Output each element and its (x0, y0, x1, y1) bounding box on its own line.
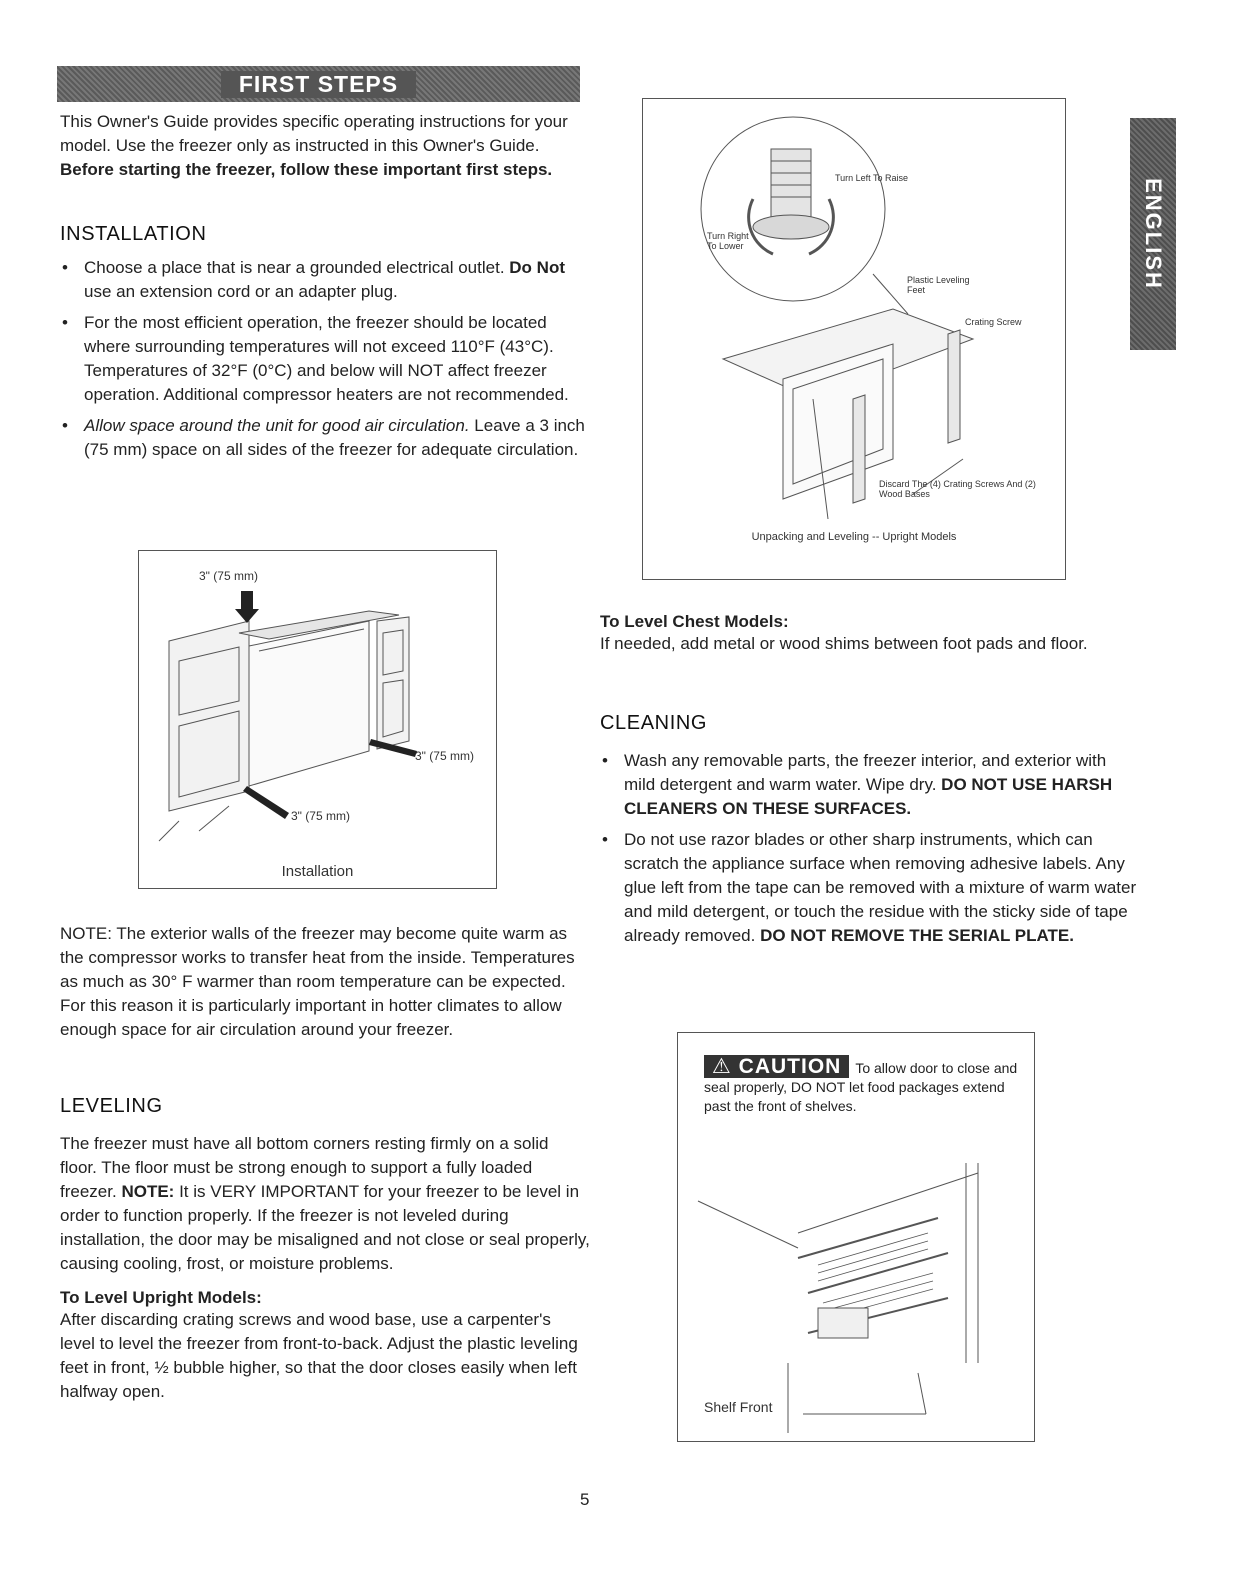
leveling-text-b: It is VERY IMPORTANT for your freezer to be level in order to function properly. If the freezer is not leveled during installation, the door may be misaligned and not close or seal properly, causing cooling, frost, or moisture problems. (60, 1182, 590, 1273)
bullet-bold: DO NOT USE HARSH CLEANERS ON THESE SURFACES. (624, 775, 1113, 818)
note-text: The exterior walls of the freezer may become quite warm as the compressor works to transfer heat from the inside. Temperatures as much as 30° F warmer than room temperature can be expected. For this reason it is particularly important in hotter climates to allow enough space for air circulation around your freezer. (60, 924, 575, 1039)
upright-text: After discarding crating screws and wood base, use a carpenter's level to level the freezer from front-to-back. Adjust the plastic leveling feet in front, ½ bubble higher, so that the door closes easily when left halfway open. (60, 1310, 578, 1401)
installation-heading: INSTALLATION (60, 223, 207, 245)
clearance-label-top: 3" (75 mm) (199, 569, 258, 583)
bullet-bold: DO NOT REMOVE THE SERIAL PLATE. (760, 926, 1074, 945)
shelf-front-label: Shelf Front (704, 1399, 773, 1415)
cleaning-list (600, 749, 1140, 948)
unpacking-figure (642, 98, 1066, 580)
leveling-section (60, 1095, 590, 1404)
leveling-paragraph (60, 1132, 590, 1276)
bullet-text: Leave a 3 inch (75 mm) space on all sides of the freezer for adequate circulation. (84, 416, 585, 459)
list-item (60, 414, 590, 462)
leveling-text-a: The freezer must have all bottom corners resting firmly on a solid floor. The floor must be strong enough to support a fully loaded freezer. (60, 1134, 549, 1201)
installation-list (60, 256, 590, 462)
note-lead: NOTE: (60, 924, 112, 943)
bullet-italic: Allow space around the unit for good air circulation. (84, 416, 470, 435)
upright-heading: To Level Upright Models: (60, 1288, 262, 1307)
crating-screw-label: Crating Screw (965, 317, 1022, 327)
bullet-text: Wash any removable parts, the freezer interior, and exterior with mild detergent and warm water. Wipe dry. (624, 751, 1107, 794)
list-item (60, 256, 590, 304)
leveling-note-bold: NOTE: (121, 1182, 175, 1201)
warning-icon: ⚠ (712, 1055, 732, 1078)
leveling-feet-label: Plastic Leveling Feet (907, 275, 970, 295)
note-block (60, 922, 590, 1042)
turn-right-label: Turn Right To Lower (707, 231, 749, 251)
chest-heading: To Level Chest Models: (600, 612, 789, 631)
bullet-bold: Do Not (509, 258, 565, 277)
language-tab-label: ENGLISH (1141, 178, 1167, 290)
installation-section (60, 223, 590, 469)
clearance-label-bottom: 3" (75 mm) (291, 809, 350, 823)
cleaning-section (600, 712, 1140, 955)
note-paragraph (60, 922, 590, 1042)
unpacking-illustration (643, 99, 1065, 579)
discard-label: Discard The (4) Crating Screws And (2) Wood Bases (879, 479, 1036, 499)
intro-block (60, 110, 590, 182)
intro-text: This Owner's Guide provides specific operating instructions for your model. Use the freezer only as instructed in this Owner's Guide. (60, 112, 568, 155)
bullet-text: Do not use razor blades or other sharp instruments, which can scratch the appliance surface when removing adhesive labels. Any glue left from the tape can be removed with a mixture of warm water and mild detergent, or touch the residue with the sticky side of tape already removed. (624, 830, 1137, 945)
caution-text: To allow door to close and seal properly, DO NOT let food packages extend past the front of shelves. (704, 1060, 1018, 1114)
caution-badge-label: CAUTION (738, 1055, 842, 1078)
list-item (600, 828, 1140, 948)
intro-paragraph (60, 110, 590, 182)
chest-section (600, 612, 1140, 656)
language-tab (1130, 118, 1176, 350)
bullet-text: Choose a place that is near a grounded electrical outlet. (84, 258, 505, 277)
clearance-label-right: 3" (75 mm) (415, 749, 474, 763)
section-banner (57, 66, 580, 102)
page-number: 5 (580, 1490, 590, 1509)
installation-illustration (139, 551, 496, 888)
installation-caption: Installation (281, 863, 354, 880)
bullet-text: use an extension cord or an adapter plug. (84, 282, 398, 301)
list-item (600, 749, 1140, 821)
shelf-illustration (678, 1033, 1034, 1441)
leveling-heading: LEVELING (60, 1095, 163, 1117)
intro-bold: Before starting the freezer, follow these important first steps. (60, 160, 553, 179)
caution-figure (677, 1032, 1035, 1442)
turn-left-label: Turn Left To Raise (835, 173, 909, 183)
section-banner-title: FIRST STEPS (221, 71, 416, 98)
chest-text: If needed, add metal or wood shims between foot pads and floor. (600, 634, 1088, 653)
unpacking-caption: Unpacking and Leveling -- Upright Models (751, 531, 957, 543)
list-item: • For the most efficient operation, the freezer should be located where surrounding temperatures will not exceed 110°F (43°C). Temperatures of 32°F (0°C) and below will NOT affect freezer operation. Additional compressor heaters are not recommended. (60, 311, 590, 407)
cleaning-heading: CLEANING (600, 712, 708, 734)
installation-figure (138, 550, 497, 889)
